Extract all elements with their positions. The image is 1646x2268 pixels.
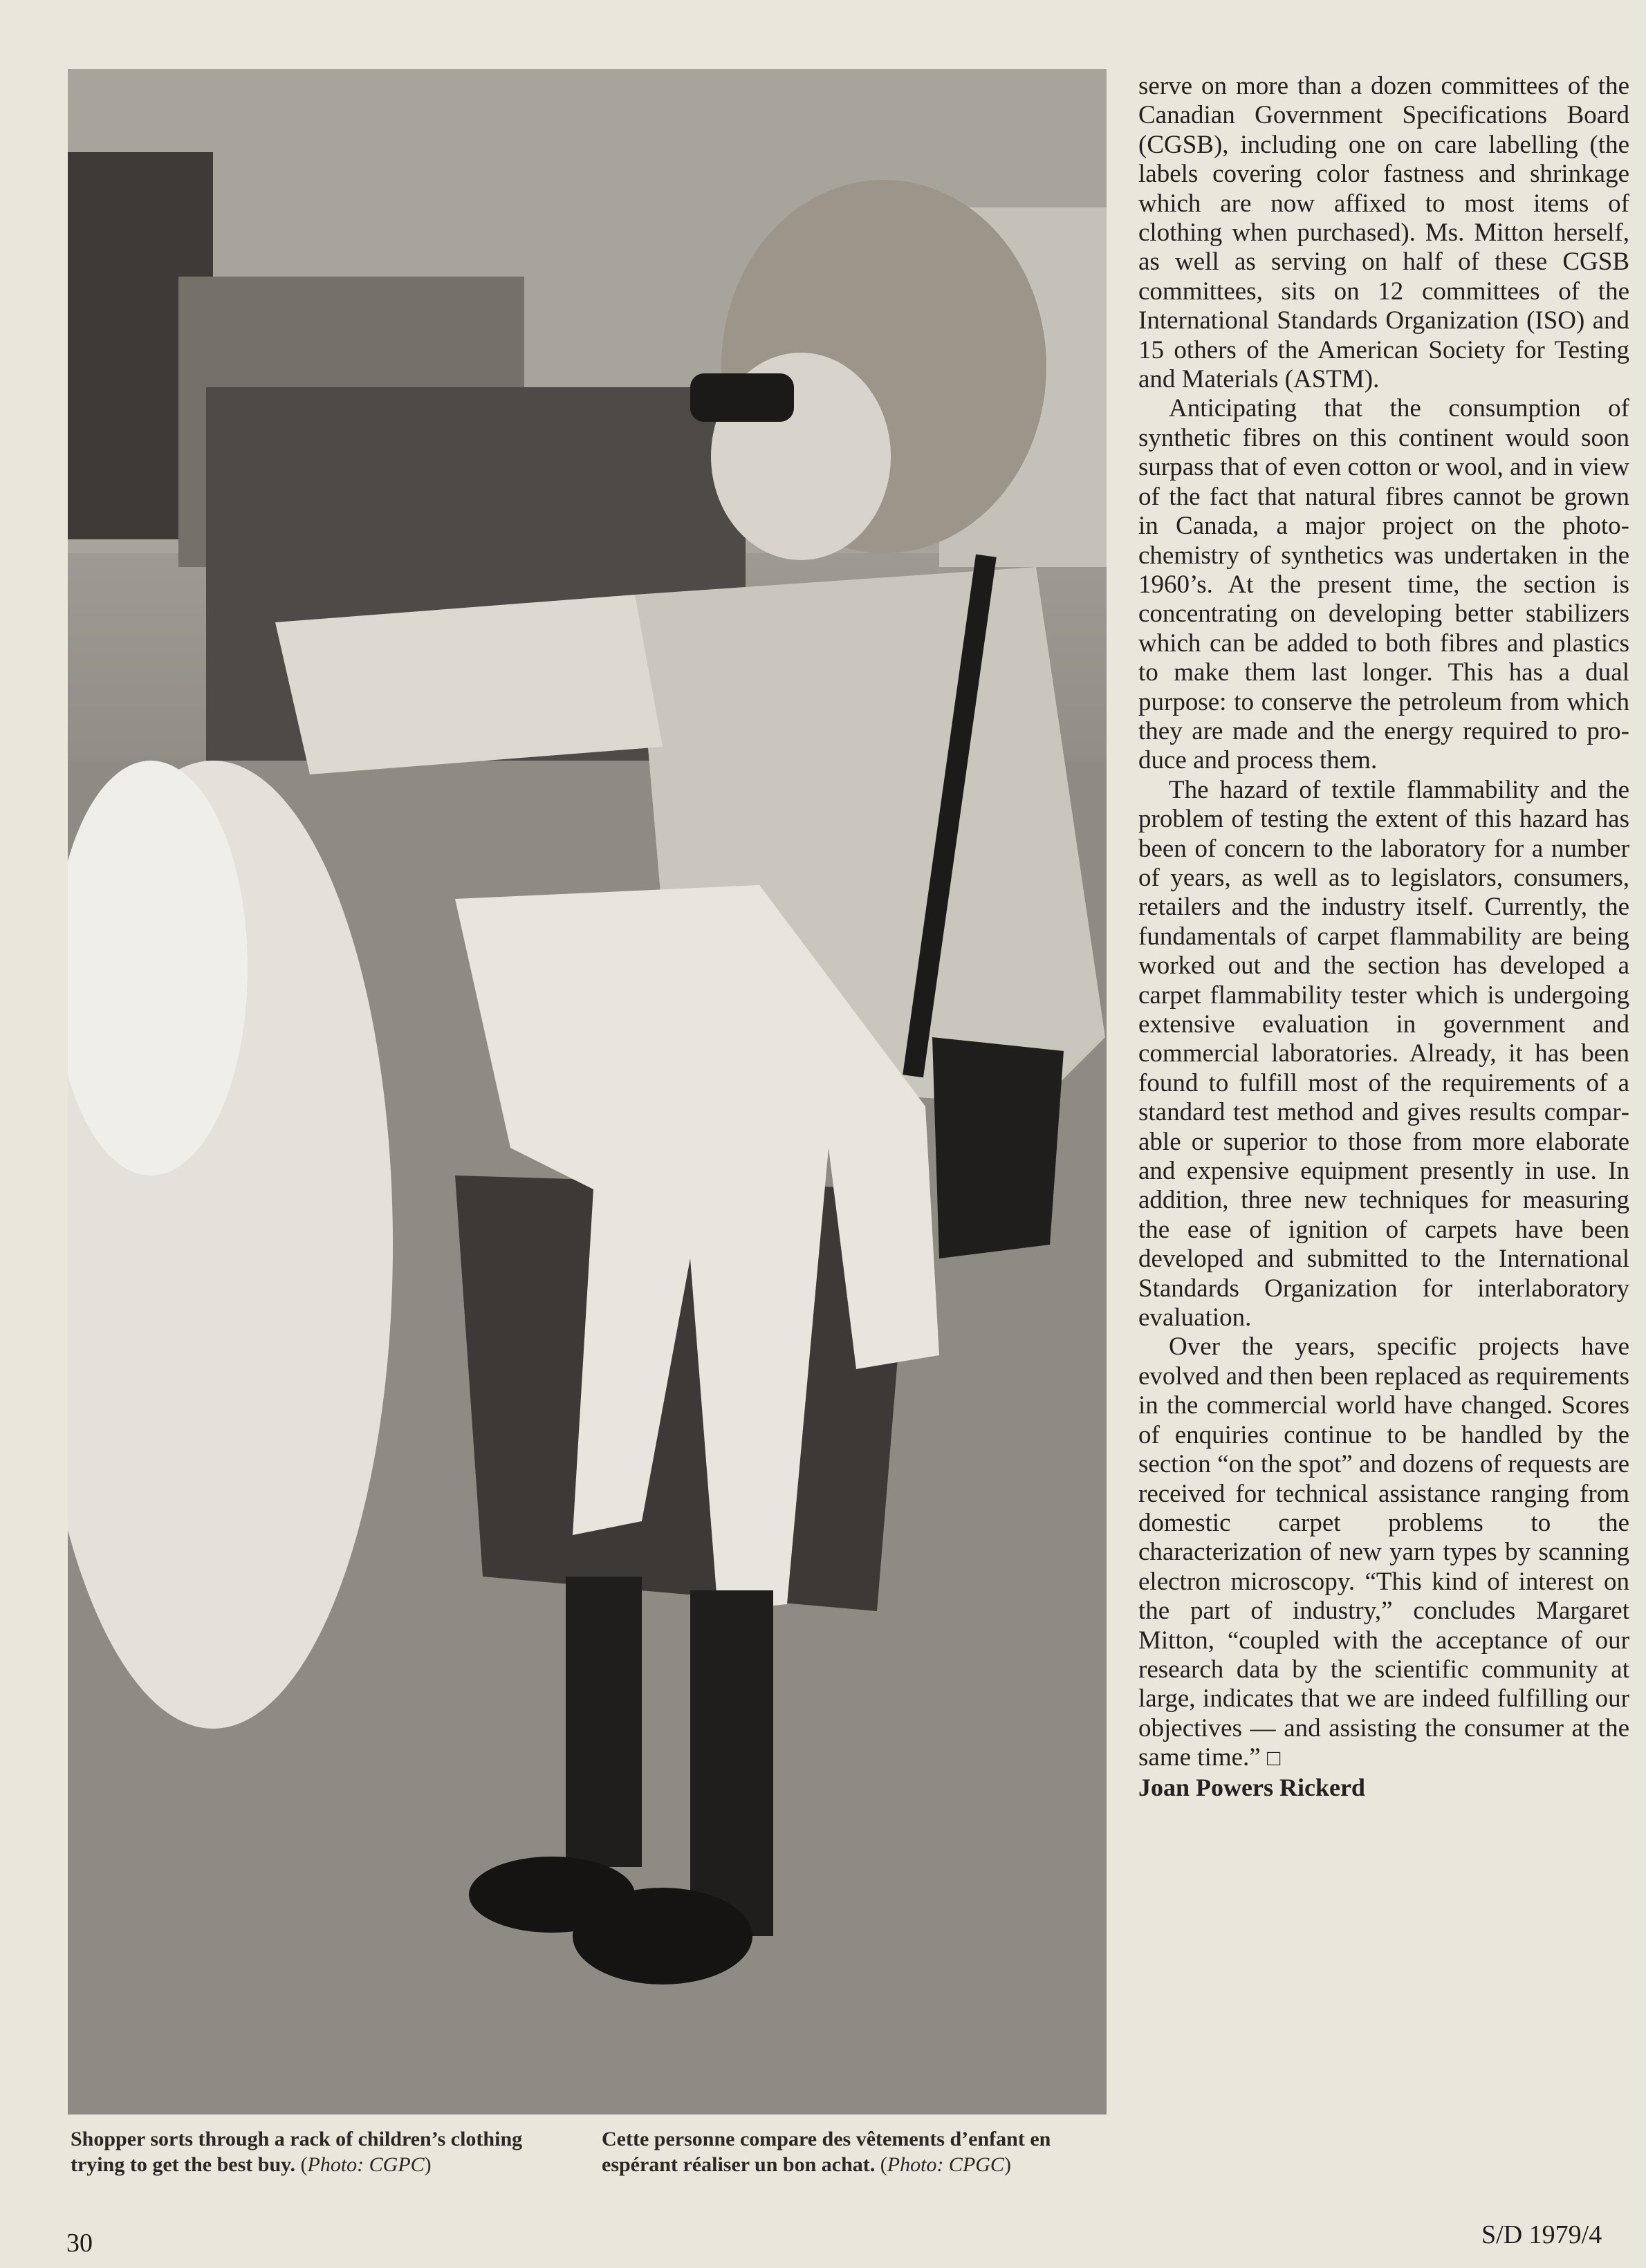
caption-french-paren-open: ( <box>880 2153 887 2176</box>
caption-french-credit: Photo: CPGC <box>887 2153 1004 2176</box>
article-paragraph-3: The hazard of textile flammability and the problem of testing the extent of this hazard has been of concern to the laboratory for a number of years, as well as to legislators, consumers, retailers and the industry itself. Currently, the fundamentals of carpet flammability are being worked out and the section has developed a carpet flammability tester which is undergoing extensive evaluation in government and commercial laboratories. Already, it has been found to fulfill most of the requirements of a standard test method and gives results comparable or superior to those from more elaborate and expensive equipment presently in use. In addition, three new techniques for measuring the ease of ignition of carpets have been developed and submitted to the International Standards Organization for interlaboratory evaluation. <box>1138 775 1629 1332</box>
caption-english-paren-open: ( <box>300 2153 308 2176</box>
photo-caption-french <box>602 2126 1107 2177</box>
article-paragraph-4-text: Over the years, specific projects have evolved and then been replaced as requirements in the commercial world have changed. Scores of enquiries continue to be handled by the section “on the spot” and dozens of requests are received for technical assistance ranging from domestic carpet problems to the characterization of new yarn types by scanning electron microscopy. “This kind of interest on the part of industry,” concludes Margaret Mitton, “coupled with the acceptance of our research data by the scientific community at large, indicates that we are indeed fulfilling our objectives — and assisting the consumer at the same time.” <box>1138 1332 1629 1772</box>
end-mark-icon: □ <box>1266 1745 1281 1771</box>
caption-english-paren-close: ) <box>424 2153 432 2176</box>
caption-english-credit: Photo: CGPC <box>307 2153 425 2176</box>
article-photo <box>68 69 1107 2114</box>
article-body-column <box>1138 72 1629 1802</box>
article-paragraph-1: serve on more than a dozen committees of the Canadian Government Specifications Board (CGSB), including one on care labelling (the labels covering color fastness and shrinkage which are now affixed to most items of clothing when purchased). Ms. Mitton herself, as well as serving on half of these CGSB committees, sits on 12 committees of the International Standards Organization (ISO) and 15 others of the American Society for Testing and Materials (ASTM). <box>1138 72 1629 394</box>
article-paragraph-2: Anticipating that the consumption of synthetic fibres on this continent would soon surpass that of even cotton or wool, and in view of the fact that natural fibres cannot be grown in Canada, a major project on the photochemistry of synthetics was undertaken in the 1960’s. At the present time, the section is concentrating on developing better stabilizers which can be added to both fibres and plastics to make them last longer. This has a dual purpose: to conserve the petroleum from which they are made and the energy required to produce and process them. <box>1138 394 1629 775</box>
caption-english-text: Shopper sorts through a rack of children’s clothing trying to get the best buy. <box>71 2128 523 2176</box>
author-byline: Joan Powers Rickerd <box>1138 1773 1365 1801</box>
caption-french-text: Cette personne compare des vêtements d’enfant en espérant réaliser un bon achat. <box>602 2128 1051 2176</box>
caption-french-paren-close: ) <box>1004 2153 1011 2176</box>
page-number: 30 <box>66 2229 93 2258</box>
photo-illustration <box>68 69 1107 2114</box>
article-paragraph-4 <box>1138 1332 1629 1772</box>
photo-caption-english <box>71 2126 575 2177</box>
issue-label: S/D 1979/4 <box>1481 2220 1602 2249</box>
